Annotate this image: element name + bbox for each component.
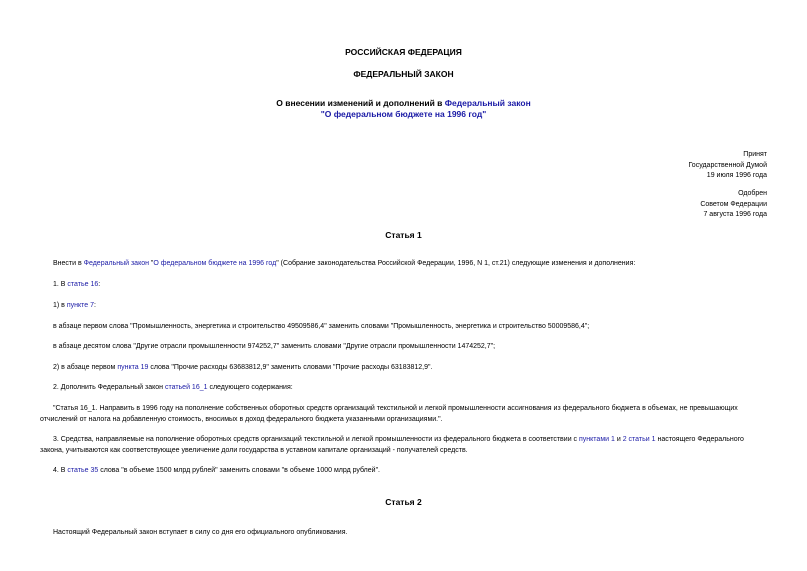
paragraph-first: в абзаце первом слова "Промышленность, энергетика и строительство 49509586,4" заменить словами "Промышленность, энергетика и строительство 50009586,4";	[53, 323, 590, 330]
federal-law-link[interactable]: Федеральный закон	[444, 98, 531, 108]
sub1-pre: 1) в	[53, 302, 67, 309]
law-title-prefix: О внесении изменений и дополнений в	[276, 98, 445, 108]
sub2-pre: 2) в абзаце первом	[53, 364, 118, 371]
approved-label: Одобрен	[738, 190, 767, 197]
point7-link[interactable]: пункте 7	[66, 302, 94, 309]
sub1-post: :	[94, 302, 96, 309]
item1	[53, 280, 773, 291]
intro-quote: "	[148, 260, 154, 267]
point19-link[interactable]: пункта 19	[117, 364, 149, 371]
item4-pre: 4. В	[53, 467, 68, 474]
intro-budget-law-link[interactable]: О федеральном бюджете на 1996 год	[153, 260, 277, 267]
item3-line2: закона, учитываются как соответствующее увеличение доли государства в уставном капитале организаций - получателей средств.	[40, 446, 468, 454]
paragraph-tenth: в абзаце десятом слова "Другие отрасли промышленности 974252,7" заменить словами "Другие отрасли промышленности 1474252,7";	[53, 343, 496, 350]
sub1	[53, 301, 773, 312]
duma-date: 19 июля 1996 года	[706, 172, 767, 179]
item2-pre: 2. Дополнить Федеральный закон	[53, 384, 165, 391]
adoption-council	[700, 189, 767, 221]
budget-law-title-link[interactable]: "О федеральном бюджете на 1996 год"	[320, 109, 487, 119]
sub2	[53, 363, 773, 374]
article2-text: Настоящий Федеральный закон вступает в силу со дня его официального опубликования.	[53, 529, 348, 536]
item2-post: следующего содержания:	[207, 384, 293, 391]
item3-line1	[40, 435, 770, 446]
council-label: Советом Федерации	[700, 200, 767, 208]
article35-link[interactable]: статье 35	[67, 467, 99, 474]
item1-pre: 1. В	[53, 281, 68, 288]
adoption-duma	[688, 150, 767, 182]
doc-type-heading: ФЕДЕРАЛЬНЫЙ ЗАКОН	[353, 69, 454, 79]
article1-point2-link[interactable]: 2 статьи 1	[622, 436, 656, 443]
article1-intro	[53, 259, 773, 270]
item3-post: настоящего Федерального	[655, 436, 744, 443]
law-title-line2	[0, 109, 807, 119]
council-date: 7 августа 1996 года	[703, 211, 767, 218]
item1-post: :	[98, 281, 101, 288]
country-heading: РОССИЙСКАЯ ФЕДЕРАЦИЯ	[345, 47, 462, 57]
accepted-label: Принят	[743, 151, 767, 158]
item3-pre: 3. Средства, направляемые на пополнение оборотных средств организаций текстильной и легкой промышленности из федерального бюджета в соответствии с	[53, 436, 579, 443]
quote-block	[40, 404, 770, 425]
article1-heading: Статья 1	[385, 230, 422, 240]
intro-text-post: " (Собрание законодательства Российской Федерации, 1996, N 1, ст.21) следующие изменения и дополнения:	[276, 260, 636, 267]
item4	[53, 466, 773, 477]
duma-label: Государственной Думой	[688, 161, 767, 169]
quote-line1: "Статья 16_1. Направить в 1996 году на пополнение собственных оборотных средств организаций текстильной и легкой промышленности ассигнования из федерального бюджета в объемах, не превышающих	[53, 405, 738, 412]
article16-link[interactable]: статье 16	[67, 281, 99, 288]
sub2-post: слова "Прочие расходы 63683812,9" заменить словами "Прочие расходы 63183812,9".	[148, 364, 433, 371]
article2-heading: Статья 2	[385, 497, 422, 507]
quote-line2: отчислений от налога на добавленную стоимость, вносимых в доход федерального бюджета указанными организациями.".	[40, 415, 443, 423]
item4-post: слова "в объеме 1500 млрд рублей" заменить словами "в объеме 1000 млрд рублей".	[98, 467, 381, 474]
intro-federal-law-link[interactable]: Федеральный закон	[83, 260, 149, 267]
points1-link[interactable]: пунктами 1	[579, 436, 615, 443]
item3-mid: и	[614, 436, 623, 443]
item3	[40, 435, 770, 456]
article16-1-link[interactable]: статьей 16_1	[164, 384, 208, 391]
law-title-line1	[0, 98, 807, 108]
intro-text-pre: Внести в	[53, 260, 84, 267]
item2	[53, 383, 773, 394]
